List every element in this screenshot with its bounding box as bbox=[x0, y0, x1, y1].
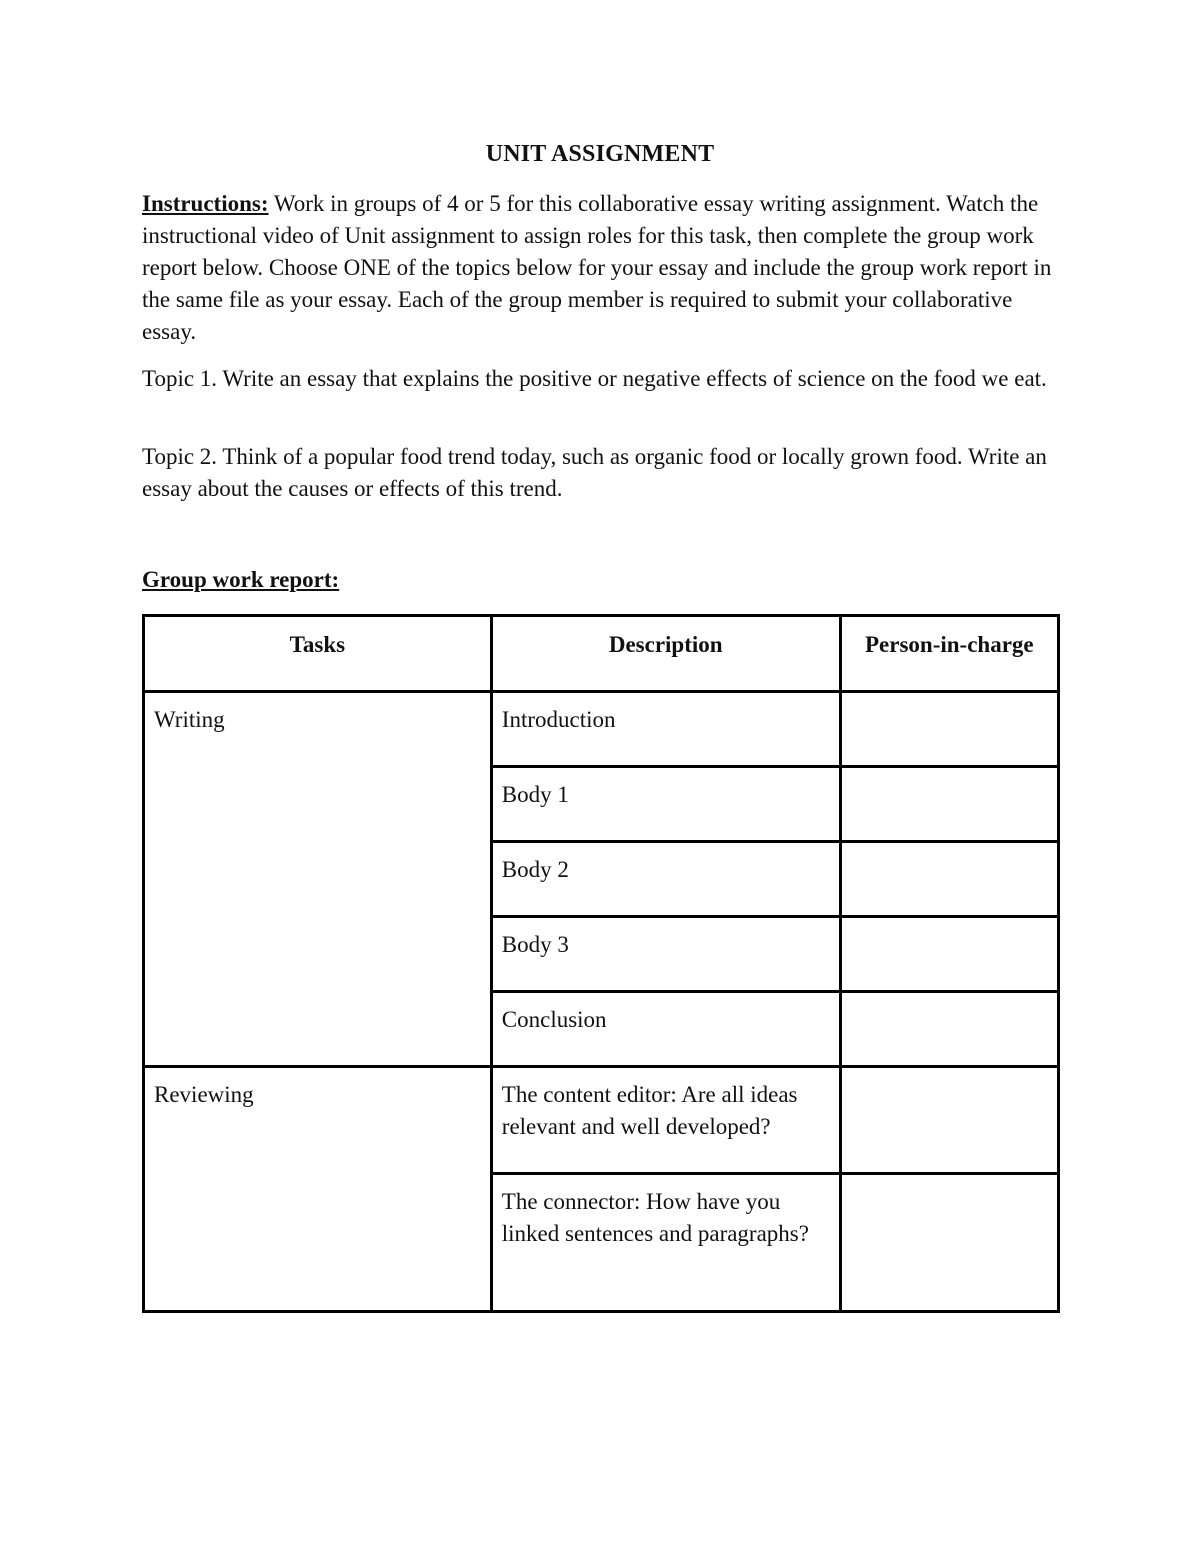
table-row bbox=[144, 1067, 1059, 1174]
table-row bbox=[144, 692, 1059, 767]
header-person-in-charge: Person-in-charge bbox=[840, 616, 1058, 692]
document-title: UNIT ASSIGNMENT bbox=[485, 141, 715, 167]
topic-1-paragraph: Topic 1. Write an essay that explains the positive or negative effects of science on the food we eat. bbox=[142, 366, 1047, 391]
task-cell-writing: Writing bbox=[144, 692, 492, 1067]
description-cell: Introduction bbox=[491, 692, 840, 767]
description-cell: The content editor: Are all ideas relevant and well developed? bbox=[491, 1067, 840, 1174]
description-cell: Body 3 bbox=[491, 917, 840, 992]
person-in-charge-cell[interactable] bbox=[840, 917, 1058, 992]
person-in-charge-cell[interactable] bbox=[840, 1067, 1058, 1174]
person-in-charge-cell[interactable] bbox=[840, 767, 1058, 842]
description-cell: Conclusion bbox=[491, 992, 840, 1067]
task-cell-reviewing: Reviewing bbox=[144, 1067, 492, 1312]
group-work-report-heading: Group work report: bbox=[142, 567, 340, 592]
person-in-charge-cell[interactable] bbox=[840, 842, 1058, 917]
instructions-label: Instructions: bbox=[142, 191, 269, 216]
description-cell: Body 2 bbox=[491, 842, 840, 917]
person-in-charge-cell[interactable] bbox=[840, 992, 1058, 1067]
topic-2-paragraph: Topic 2. Think of a popular food trend today, such as organic food or locally grown food. Write an essay about the causes or effects of this trend. bbox=[142, 444, 1047, 501]
person-in-charge-cell[interactable] bbox=[840, 1174, 1058, 1312]
header-tasks: Tasks bbox=[144, 616, 492, 692]
instructions-text: Work in groups of 4 or 5 for this collaborative essay writing assignment. Watch the instructional video of Unit assignment to assign roles for this task, then complete the group work report below. Choose ONE of the topics below for your essay and include the group work report in the same file as your essay. Each of the group member is required to submit your collaborative essay. bbox=[142, 191, 1052, 344]
table-header-row bbox=[144, 616, 1059, 692]
header-description: Description bbox=[491, 616, 840, 692]
description-cell: Body 1 bbox=[491, 767, 840, 842]
group-work-report-table bbox=[142, 614, 1060, 1313]
description-cell: The connector: How have you linked sentences and paragraphs? bbox=[491, 1174, 840, 1312]
instructions-paragraph bbox=[142, 188, 1072, 348]
person-in-charge-cell[interactable] bbox=[840, 692, 1058, 767]
